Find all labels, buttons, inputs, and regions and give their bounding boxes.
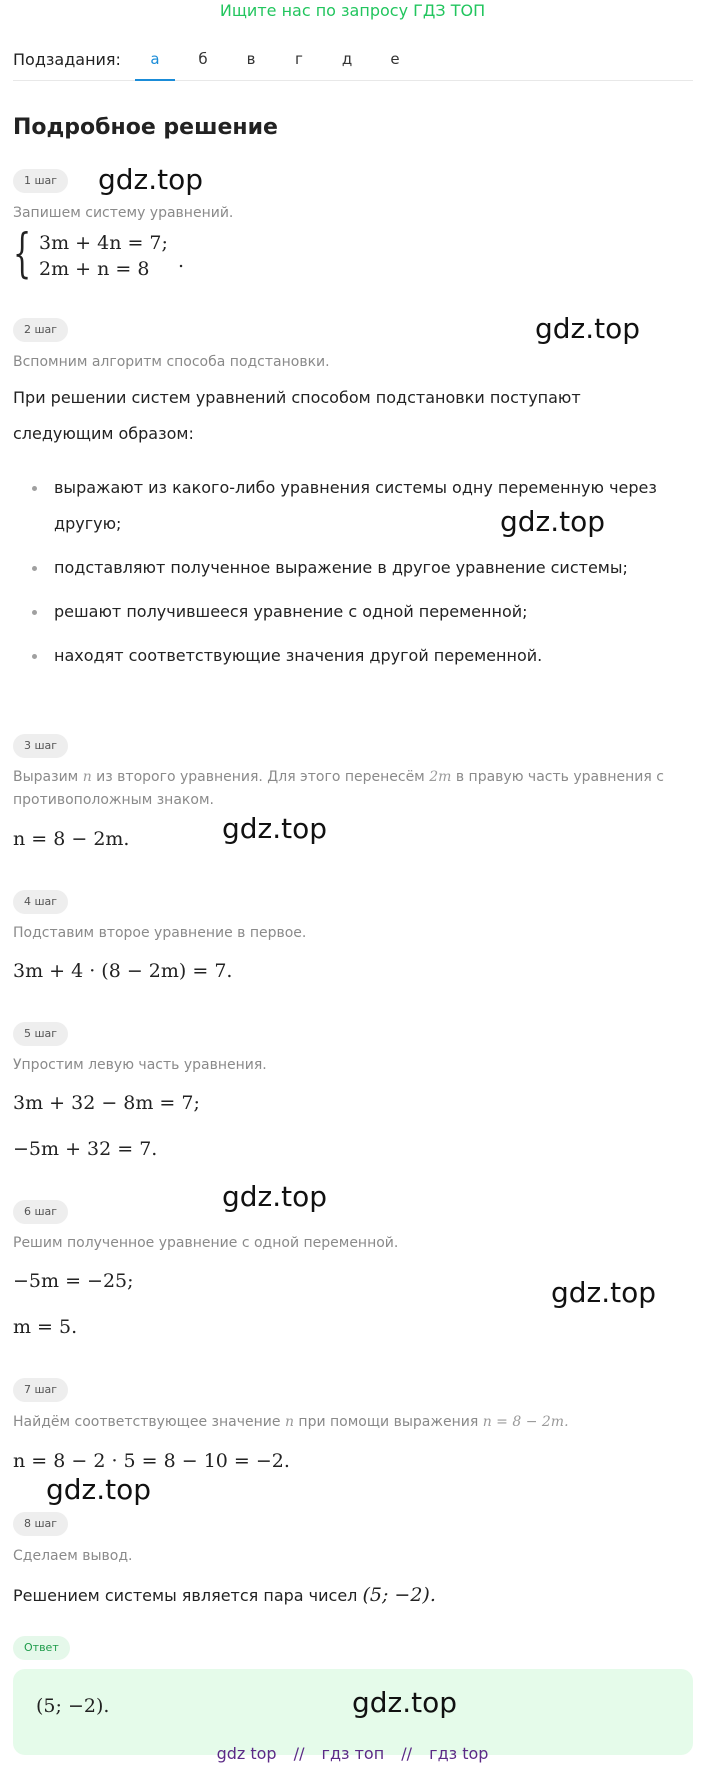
watermark: gdz.top bbox=[500, 505, 606, 538]
step-badge-7: 7 шаг bbox=[13, 1378, 68, 1402]
tab-a[interactable]: а bbox=[135, 50, 175, 68]
list-item: подставляют полученное выражение в другое уравнение системы; bbox=[25, 550, 685, 586]
step-6-equation-1: −5m = −25; bbox=[13, 1270, 134, 1292]
step-2-paragraph: При решении систем уравнений способом подстановки поступают следующим образом: bbox=[13, 388, 581, 443]
watermark: gdz.top bbox=[46, 1473, 152, 1506]
step-badge-3: 3 шаг bbox=[13, 734, 68, 758]
step-1-hint: Запишем систему уравнений. bbox=[13, 205, 234, 221]
tab-d[interactable]: д bbox=[341, 50, 353, 68]
step-badge-6: 6 шаг bbox=[13, 1200, 68, 1224]
step-8-hint: Сделаем вывод. bbox=[13, 1548, 133, 1564]
step-2-hint: Вспомним алгоритм способа подстановки. bbox=[13, 354, 330, 370]
list-item: решают получившееся уравнение с одной переменной; bbox=[25, 594, 685, 630]
watermark: gdz.top bbox=[222, 1180, 328, 1213]
footer-links bbox=[0, 1744, 705, 1763]
footer-link-gdz-top[interactable]: gdz top bbox=[216, 1744, 277, 1763]
step-7-hint: Найдём соответствующее значение n при помощи выражения n = 8 − 2m. bbox=[13, 1414, 569, 1430]
list-item: выражают из какого-либо уравнения системы одну переменную через другую; bbox=[25, 470, 685, 542]
step-1-equation-1: 3m + 4n = 7; bbox=[39, 232, 168, 254]
search-banner: Ищите нас по запросу ГДЗ ТОП bbox=[219, 1, 486, 20]
step-5-equation-2: −5m + 32 = 7. bbox=[13, 1138, 158, 1160]
step-5-hint: Упростим левую часть уравнения. bbox=[13, 1057, 267, 1073]
tab-e[interactable]: е bbox=[390, 50, 400, 68]
step-1-period: . bbox=[178, 250, 185, 272]
step-badge-2: 2 шаг bbox=[13, 318, 68, 342]
step-3-equation: n = 8 − 2m. bbox=[13, 828, 130, 850]
subtasks-bar bbox=[13, 44, 693, 81]
watermark: gdz.top bbox=[535, 312, 641, 345]
step-5-equation-1: 3m + 32 − 8m = 7; bbox=[13, 1092, 200, 1114]
footer-link-gdz-top-ru[interactable]: гдз топ bbox=[321, 1744, 385, 1763]
step-badge-1: 1 шаг bbox=[13, 169, 68, 193]
watermark: gdz.top bbox=[551, 1276, 657, 1309]
footer-separator: // bbox=[401, 1744, 413, 1763]
step-badge-4: 4 шаг bbox=[13, 890, 68, 914]
step-6-equation-2: m = 5. bbox=[13, 1316, 78, 1338]
step-badge-8: 8 шаг bbox=[13, 1512, 68, 1536]
tab-v[interactable]: в bbox=[246, 50, 256, 68]
answer-badge: Ответ bbox=[13, 1636, 70, 1660]
step-1-equation-2: 2m + n = 8 bbox=[39, 258, 150, 280]
watermark: gdz.top bbox=[352, 1686, 458, 1719]
tab-g[interactable]: г bbox=[295, 50, 303, 68]
step-8-conclusion: Решением системы является пара чисел (5; −2). bbox=[13, 1584, 436, 1606]
step-6-hint: Решим полученное уравнение с одной переменной. bbox=[13, 1235, 399, 1251]
subtasks-label: Подзадания: bbox=[13, 50, 121, 69]
list-item: находят соответствующие значения другой переменной. bbox=[25, 638, 685, 674]
footer-link-gdz-top-mixed[interactable]: гдз top bbox=[429, 1744, 489, 1763]
footer-separator: // bbox=[293, 1744, 305, 1763]
step-3-hint: Выразим n из второго уравнения. Для этого перенесём 2m в правую часть уравнения с противоположным знаком. bbox=[13, 769, 664, 808]
algorithm-list bbox=[25, 470, 685, 674]
step-4-equation: 3m + 4 · (8 − 2m) = 7. bbox=[13, 960, 233, 982]
step-7-equation: n = 8 − 2 · 5 = 8 − 10 = −2. bbox=[13, 1450, 290, 1472]
watermark: gdz.top bbox=[222, 812, 328, 845]
watermark: gdz.top bbox=[98, 163, 204, 196]
tab-b[interactable]: б bbox=[198, 50, 208, 68]
step-badge-5: 5 шаг bbox=[13, 1022, 68, 1046]
answer-value: (5; −2). bbox=[36, 1695, 110, 1717]
step-4-hint: Подставим второе уравнение в первое. bbox=[13, 925, 307, 941]
page-title: Подробное решение bbox=[13, 115, 278, 140]
system-brace: { bbox=[13, 224, 32, 284]
